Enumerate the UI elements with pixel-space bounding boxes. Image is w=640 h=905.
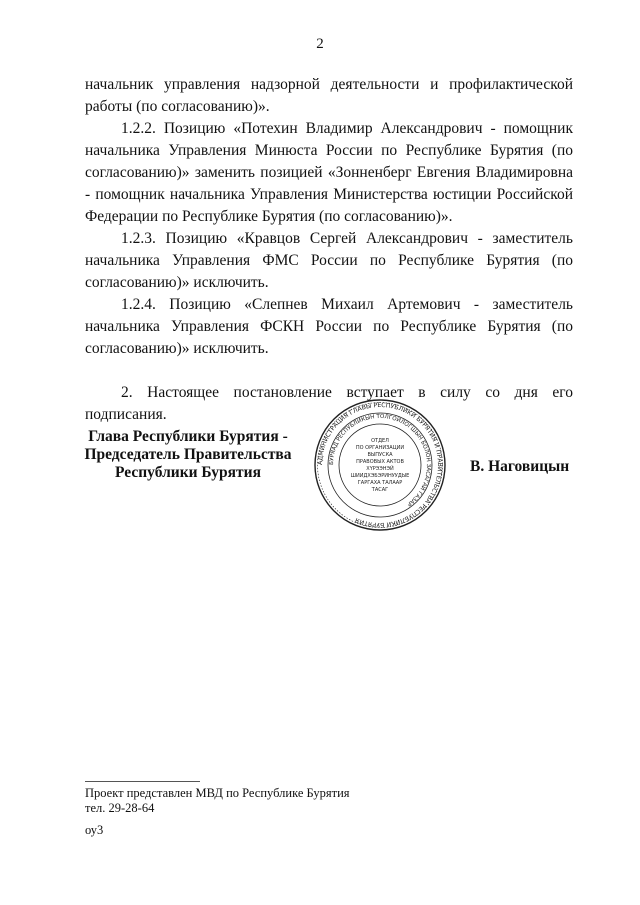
svg-text:ПО ОРГАНИЗАЦИИ: ПО ОРГАНИЗАЦИИ <box>355 445 405 451</box>
signatory-name: В. Наговицын <box>470 458 570 475</box>
footer-notes <box>85 786 350 838</box>
svg-text:ШИИДХЭБЭРИНУУДЫЕ: ШИИДХЭБЭРИНУУДЫЕ <box>350 473 410 479</box>
seal-inner-text: БУРЯАД РЕСПУБЛИКЫН ТОЛГОЙЛОГШЫН БОЛОН ЗАСАГАЙ ГАЗАР <box>328 413 432 507</box>
official-seal-stamp <box>313 398 447 532</box>
paragraph-1-2-3: 1.2.3. Позицию «Кравцов Сергей Александрович - заместитель начальника Управления ФМС России по Республике Бурятия (по согласованию)» исключить. <box>85 230 573 291</box>
svg-text:ПРАВОВЫХ АКТОВ: ПРАВОВЫХ АКТОВ <box>356 459 404 465</box>
signatory-title-line-3: Республики Бурятия <box>115 464 261 481</box>
footer-project-note: Проект представлен МВД по Республике Бурятия <box>85 786 350 800</box>
seal-inner-ring <box>339 424 421 506</box>
seal-outer-text: АДМИНИСТРАЦИЯ ГЛАВЫ РЕСПУБЛИКИ БУРЯТИЯ И ПРАВИТЕЛЬСТВА РЕСПУБЛИКИ БУРЯТИЯ <box>316 401 444 529</box>
svg-text:ХҮРЭЭНЭЙ: ХҮРЭЭНЭЙ <box>366 466 394 472</box>
paragraph-1-2-4: 1.2.4. Позицию «Слепнев Михаил Артемович - заместитель начальника Управления ФСКН России по Республике Бурятия (по согласованию)» исключить. <box>85 296 573 357</box>
signatory-title <box>78 428 298 482</box>
page-number: 2 <box>316 36 324 52</box>
footer-phone: тел. 29-28-64 <box>85 801 155 815</box>
seal-middle-ring <box>328 413 432 517</box>
paragraph-continuation: начальник управления надзорной деятельности и профилактической работы (по согласованию)». <box>85 76 573 115</box>
seal-center-text <box>351 438 410 493</box>
paragraph-effective-date: 2. Настоящее постановление вступает в силу со дня его подписания. <box>85 384 573 423</box>
svg-text:ГАРГАХА ТАЛААР: ГАРГАХА ТАЛААР <box>357 480 403 486</box>
signatory-title-line-1: Глава Республики Бурятия - <box>88 428 288 445</box>
footer-divider <box>85 781 200 782</box>
svg-text:ТАСАГ: ТАСАГ <box>371 487 389 493</box>
paragraph-1-2-2: 1.2.2. Позицию «Потехин Владимир Александрович - помощник начальника Управления Минюста России по Республике Бурятия (по согласованию)» заменить позицией «Зонненберг Евгения Владимировна - помощник начальника Управления Министерства юстиции Российской Федерации по Республике Бурятия (по согласованию)». <box>85 120 573 225</box>
footer-document-code: оу3 <box>85 823 104 837</box>
signatory-title-line-2: Председатель Правительства <box>84 446 292 463</box>
svg-text:ОТДЕЛ: ОТДЕЛ <box>371 438 389 444</box>
svg-text:ВЫПУСКА: ВЫПУСКА <box>367 452 393 458</box>
document-body <box>85 74 573 426</box>
